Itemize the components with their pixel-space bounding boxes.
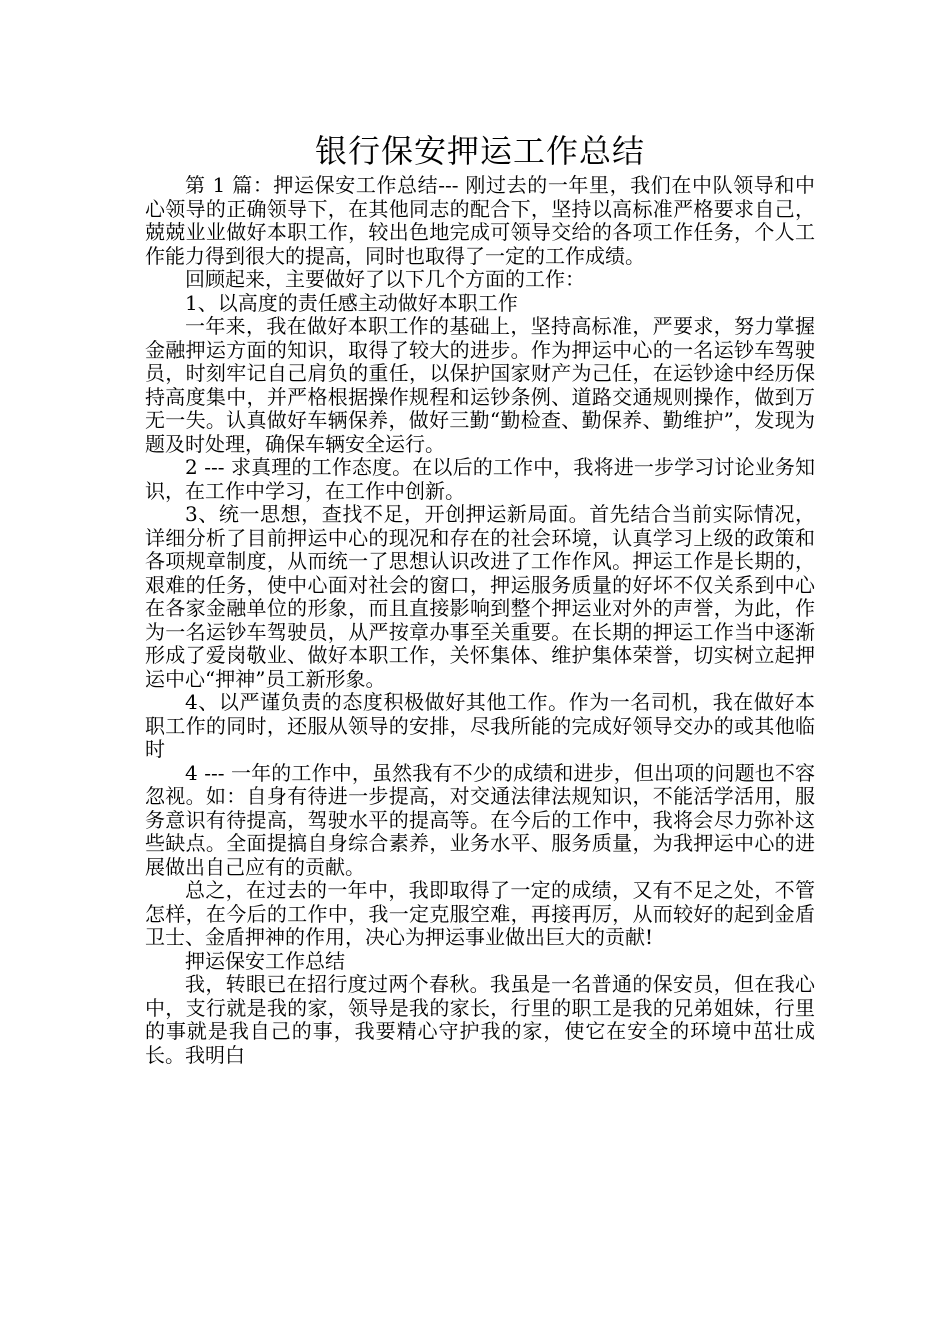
paragraph-second-article: 我，转眼已在招行度过两个春秋。我虽是一名普通的保安员，但在我心中，支行就是我的家，领导是我的家长，行里的职工是我的兄弟姐妹，行里的事就是我自己的事，我要精心守护我的家，使它在安全的环境中茁壮成长。我明白 bbox=[145, 972, 815, 1067]
section-heading-2: 押运保安工作总结 bbox=[185, 948, 345, 973]
section-heading-1: 1、以高度的责任感主动做好本职工作 bbox=[185, 290, 518, 315]
paragraph-section-1: 一年来，我在做好本职工作的基础上，坚持高标准，严要求，努力掌握金融押运方面的知识，取得了较大的进步。作为押运中心的一名运钞车驾驶员，时刻牢记自己肩负的重任，以保护国家财产为己任，在运钞途中经历保持高度集中，并严格根据操作规程和运钞条例、道路交通规则操作，做到万无一失。认真做好车辆保养，做好三勤“勤检查、勤保养、勤维护”，发现为题及时处理，确保车辆安全运行。 bbox=[145, 314, 815, 456]
paragraph-section-2: 2 --- 求真理的工作态度。在以后的工作中，我将进一步学习讨论业务知识，在工作中学习，在工作中创新。 bbox=[145, 455, 815, 503]
paragraph-section-3: 3、统一思想，查找不足，开创押运新局面。首先结合当前实际情况，详细分析了目前押运中心的现况和存在的社会环境，认真学习上级的政策和各项规章制度，从而统一了思想认识改进了工作作风。押运工作是长期的，艰难的任务，使中心面对社会的窗口，押运服务质量的好坏不仅关系到中心在各家金融单位的形象，而且直接影响到整个押运业对外的声誉，为此，作为一名运钞车驾驶员，从严按章办事至关重要。在长期的押运工作当中逐渐形成了爱岗敬业、做好本职工作，关怀集体、维护集体荣誉，切实树立起押运中心“押神”员工新形象。 bbox=[145, 502, 815, 691]
paragraph-section-4: 4、以严谨负责的态度积极做好其他工作。作为一名司机，我在做好本职工作的同时，还服从领导的安排，尽我所能的完成好领导交办的或其他临时 bbox=[145, 690, 815, 761]
document-body bbox=[145, 128, 815, 1067]
paragraph-conclusion: 总之，在过去的一年中，我即取得了一定的成绩，又有不足之处，不管怎样，在今后的工作中，我一定克服空难，再接再厉，从而较好的起到金盾卫士、金盾押神的作用，决心为押运事业做出巨大的贡献! bbox=[145, 878, 815, 949]
document-title: 银行保安押运工作总结 bbox=[314, 132, 645, 170]
paragraph-review: 回顾起来，主要做好了以下几个方面的工作： bbox=[185, 267, 585, 291]
paragraph-intro: 第 1 篇：押运保安工作总结--- 刚过去的一年里，我们在中队领导和中心领导的正确领导下，在其他同志的配合下，坚持以高标准严格要求自己，兢兢业业做好本职工作，较出色地完成可领导交给的各项工作任务，个人工作能力得到很大的提高，同时也取得了一定的工作成绩。 bbox=[145, 173, 815, 268]
paragraph-shortcomings: 4 --- 一年的工作中，虽然我有不少的成绩和进步，但出项的问题也不容忽视。如：自身有待进一步提高，对交通法律法规知识，不能活学活用，服务意识有待提高，驾驶水平的提高等。在今后的工作中，我将会尽力弥补这些缺点。全面提搞自身综合素养，业务水平、服务质量，为我押运中心的进展做出自己应有的贡献。 bbox=[145, 760, 815, 879]
